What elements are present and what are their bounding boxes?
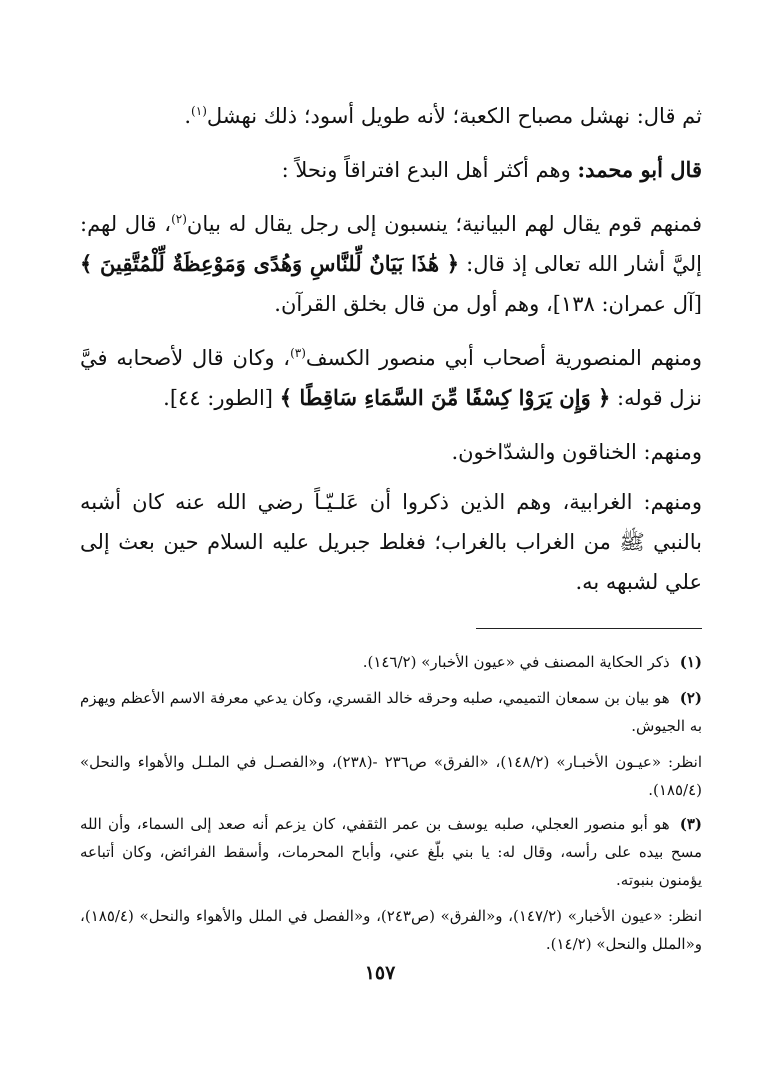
footnote-ref-2[interactable]: (٢) [171, 212, 187, 226]
footnote-2-reference [80, 748, 702, 804]
footnote-text: ذكر الحكاية المصنف في «عيون الأخبار» (١٤٦/٢). [362, 653, 670, 671]
speaker-label: قال أبو محمد: [577, 157, 702, 182]
footnote-number: (٢) [679, 689, 702, 707]
quran-verse-2: ﴿ وَإِن يَرَوْا كِسْفًا مِّنَ السَّمَاءِ سَاقِطًا ﴾ [279, 385, 611, 410]
paragraph-3-text-a: فمنهم قوم يقال لهم البيانية؛ ينسبون إلى رجل يقال له بيان [186, 212, 703, 236]
paragraph-3-text-c: [آل عمران: ١٣٨]، وهم أول من قال بخلق القرآن. [274, 292, 702, 316]
footnote-text: هو أبو منصور العجلي، صلبه يوسف بن عمر الثقفي، كان يزعم أنه صعد إلى السماء، وأن الله مسح بيده على رأسه، وقال له: يا بني بلّغ عني، وأباح المحرمات، وأسقط الفرائض، وكان أتباعه يؤمنون بنبوته. [80, 815, 702, 889]
paragraph-4-text-c: [الطور: ٤٤]. [163, 386, 274, 410]
footnote-text: انظر: «عيون الأخبار» (١٤٧/٢)، و«الفرق» (ص٢٤٣)، و«الفصل في الملل والأهواء والنحل» (١٨٥/٤)، و«الملل والنحل» (١٤/٢). [80, 907, 702, 953]
paragraph-4 [80, 338, 702, 418]
quran-verse-1: ﴿ هَٰذَا بَيَانٌ لِّلنَّاسِ وَهُدًى وَمَوْعِظَةٌ لِّلْمُتَّقِينَ ﴾ [80, 251, 460, 276]
paragraph-3 [80, 204, 702, 324]
paragraph-4-text-b: ، وكان قال لأصحابه فيَّ نزل قوله: [80, 346, 702, 410]
paragraph-2 [80, 150, 702, 190]
paragraph-5 [80, 432, 702, 472]
footnote-number: (١) [679, 653, 702, 671]
footnote-3-reference [80, 902, 702, 958]
paragraph-1-tail: . [184, 104, 192, 128]
main-text [80, 96, 702, 602]
footnote-ref-3[interactable]: (٣) [290, 346, 306, 360]
paragraph-5-text: ومنهم: الخناقون والشدّاخون. [451, 440, 702, 464]
page-number: ١٥٧ [364, 962, 396, 984]
footnote-divider [476, 628, 702, 629]
footnote-text: هو بيان بن سمعان التميمي، صلبه وحرقه خالد القسري، وكان يدعي معرفة الاسم الأعظم ويهزم به الجيوش. [80, 689, 702, 735]
paragraph-1 [80, 96, 702, 136]
paragraph-1-text: ثم قال: نهشل مصباح الكعبة؛ لأنه طويل أسود؛ ذلك نهشل [206, 104, 702, 128]
paragraph-4-text-a: ومنهم المنصورية أصحاب أبي منصور الكسف [305, 346, 703, 370]
book-page [80, 96, 703, 953]
paragraph-3-text-b: ، قال لهم: إليَّ أشار الله تعالى إذ قال: [80, 212, 702, 276]
footnote-number: (٣) [679, 815, 702, 833]
footnote-1 [80, 648, 702, 676]
paragraph-2-text: وهم أكثر أهل البدع افتراقاً ونحلاً : [281, 158, 571, 182]
paragraph-6 [80, 482, 702, 602]
footnotes [80, 648, 702, 964]
footnote-ref-1[interactable]: (١) [191, 104, 207, 118]
footnote-2 [80, 684, 702, 740]
paragraph-6-text: ومنهم: الغرابية، وهم الذين ذكروا أن عَلـيّـاً رضي الله عنه كان أشبه بالنبي ﷺ من الغراب بالغراب؛ فغلط جبريل عليه السلام حين بعث إلى علي لشبهه به. [80, 490, 702, 594]
footnote-3 [80, 810, 702, 894]
footnote-text: انظر: «عيـون الأخبـار» (١٤٨/٢)، «الفرق» ص٢٣٦ -(٢٣٨)، و«الفصـل في الملـل والأهواء والنحل» (١٨٥/٤). [80, 753, 702, 799]
